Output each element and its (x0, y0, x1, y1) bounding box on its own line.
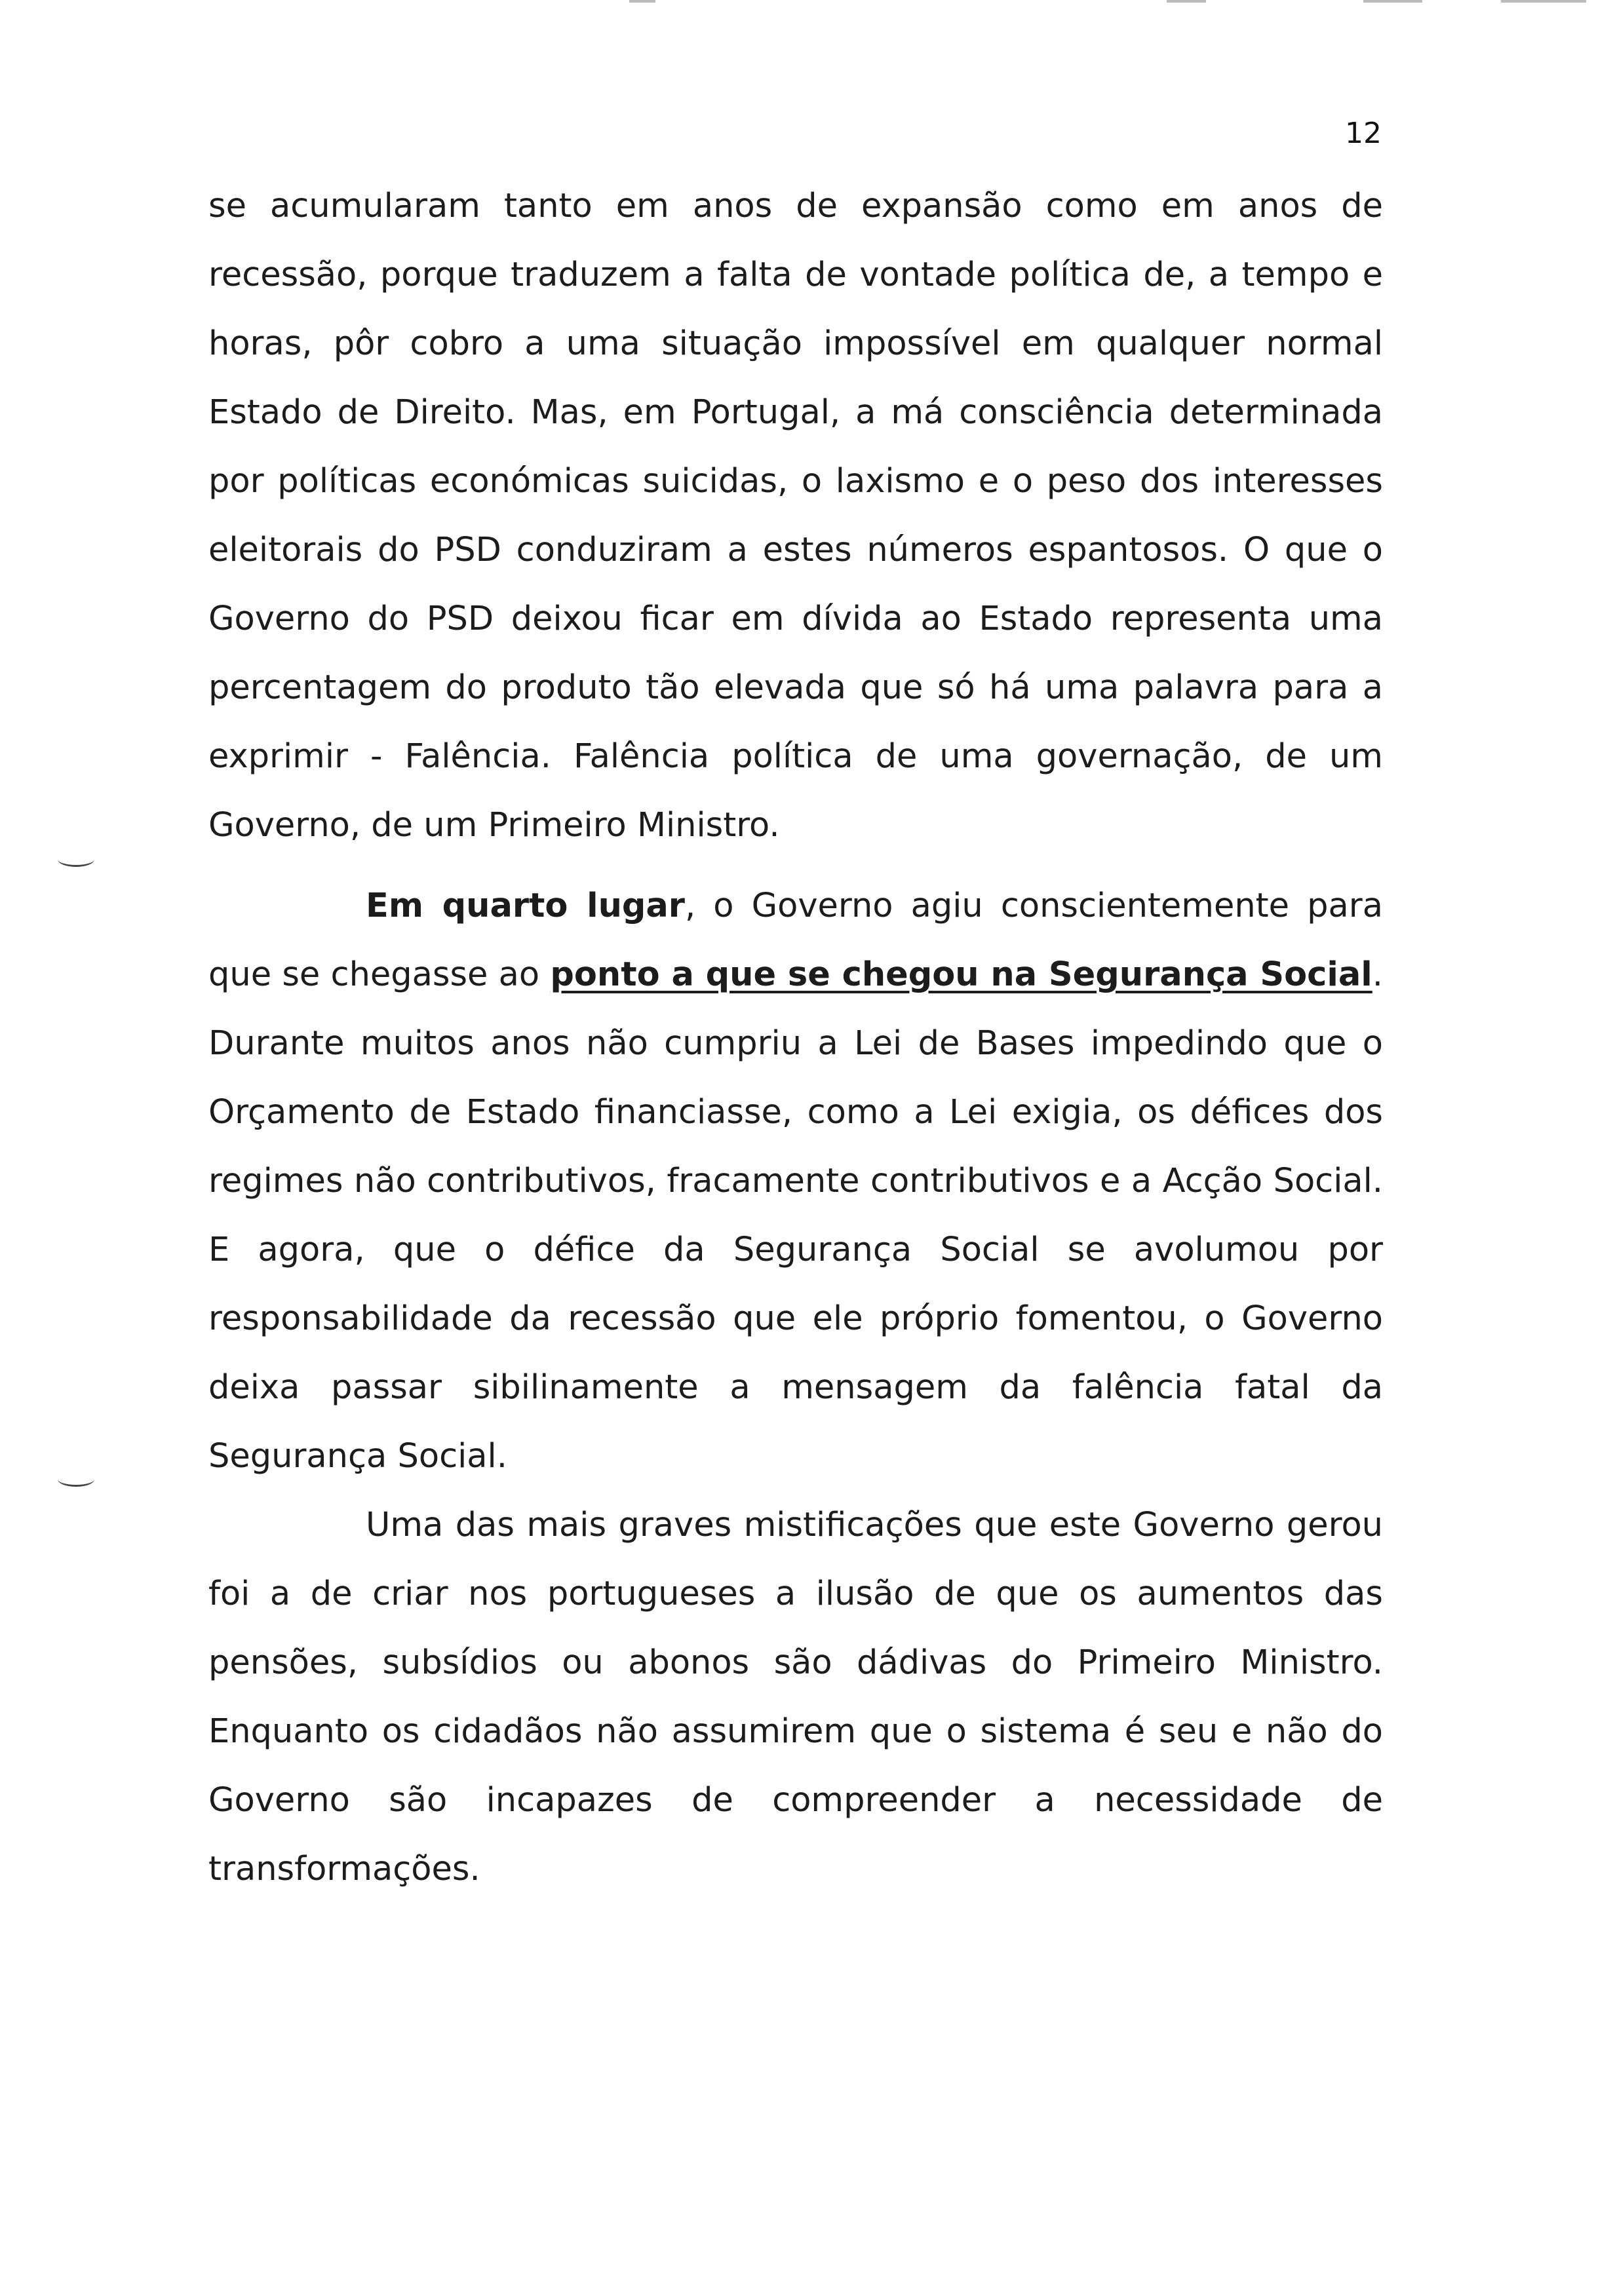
page-number: 12 (1345, 117, 1382, 150)
paragraph-3: Uma das mais graves mistificações que este Governo gerou foi a de criar nos portugueses a ilusão de que os aumentos das pensões, subsídios ou abonos são dádivas do Primeiro Ministro. Enquanto os cidadãos não assumirem que o sistema é seu e não do Governo são incapazes de compreender a necessidade de transformações. (208, 1506, 1383, 1888)
margin-mark (58, 852, 94, 867)
scan-speck (1501, 0, 1586, 3)
scan-speck (1167, 0, 1206, 3)
margin-mark (58, 1472, 94, 1487)
paragraph-2-text-a: , o Governo agiu conscientemente para que se chegasse ao (208, 887, 1383, 994)
document-body (208, 172, 1383, 1904)
paragraph-2-text-b: . Durante muitos anos não cumpriu a Lei de Bases impedindo que o Orçamento de Estado financiasse, como a Lei exigia, os défices dos regimes não contributivos, fracamente contributivos e a Acção Social. E agora, que o défice da Segurança Social se avolumou por responsabilidade da recessão que ele próprio fomentou, o Governo deixa passar sibilinamente a mensagem da falência fatal da Segurança Social. (208, 955, 1383, 1476)
scan-speck (1363, 0, 1422, 3)
paragraph-2-underlined: ponto a que se chegou na Segurança Social (550, 955, 1372, 994)
scan-speck (629, 0, 655, 3)
paragraph-1: se acumularam tanto em anos de expansão como em anos de recessão, porque traduzem a falta de vontade política de, a tempo e horas, pôr cobro a uma situação impossível em qualquer normal Estado de Direito. Mas, em Portugal, a má consciência determinada por políticas económicas suicidas, o laxismo e o peso dos interesses eleitorais do PSD conduziram a estes números espantosos. O que o Governo do PSD deixou ficar em dívida ao Estado representa uma percentagem do produto tão elevada que só há uma palavra para a exprimir - Falência. Falência política de uma governação, de um Governo, de um Primeiro Ministro. (208, 187, 1383, 845)
paragraph-2 (208, 871, 1383, 1491)
paragraph-2-lead: Em quarto lugar (366, 887, 685, 925)
